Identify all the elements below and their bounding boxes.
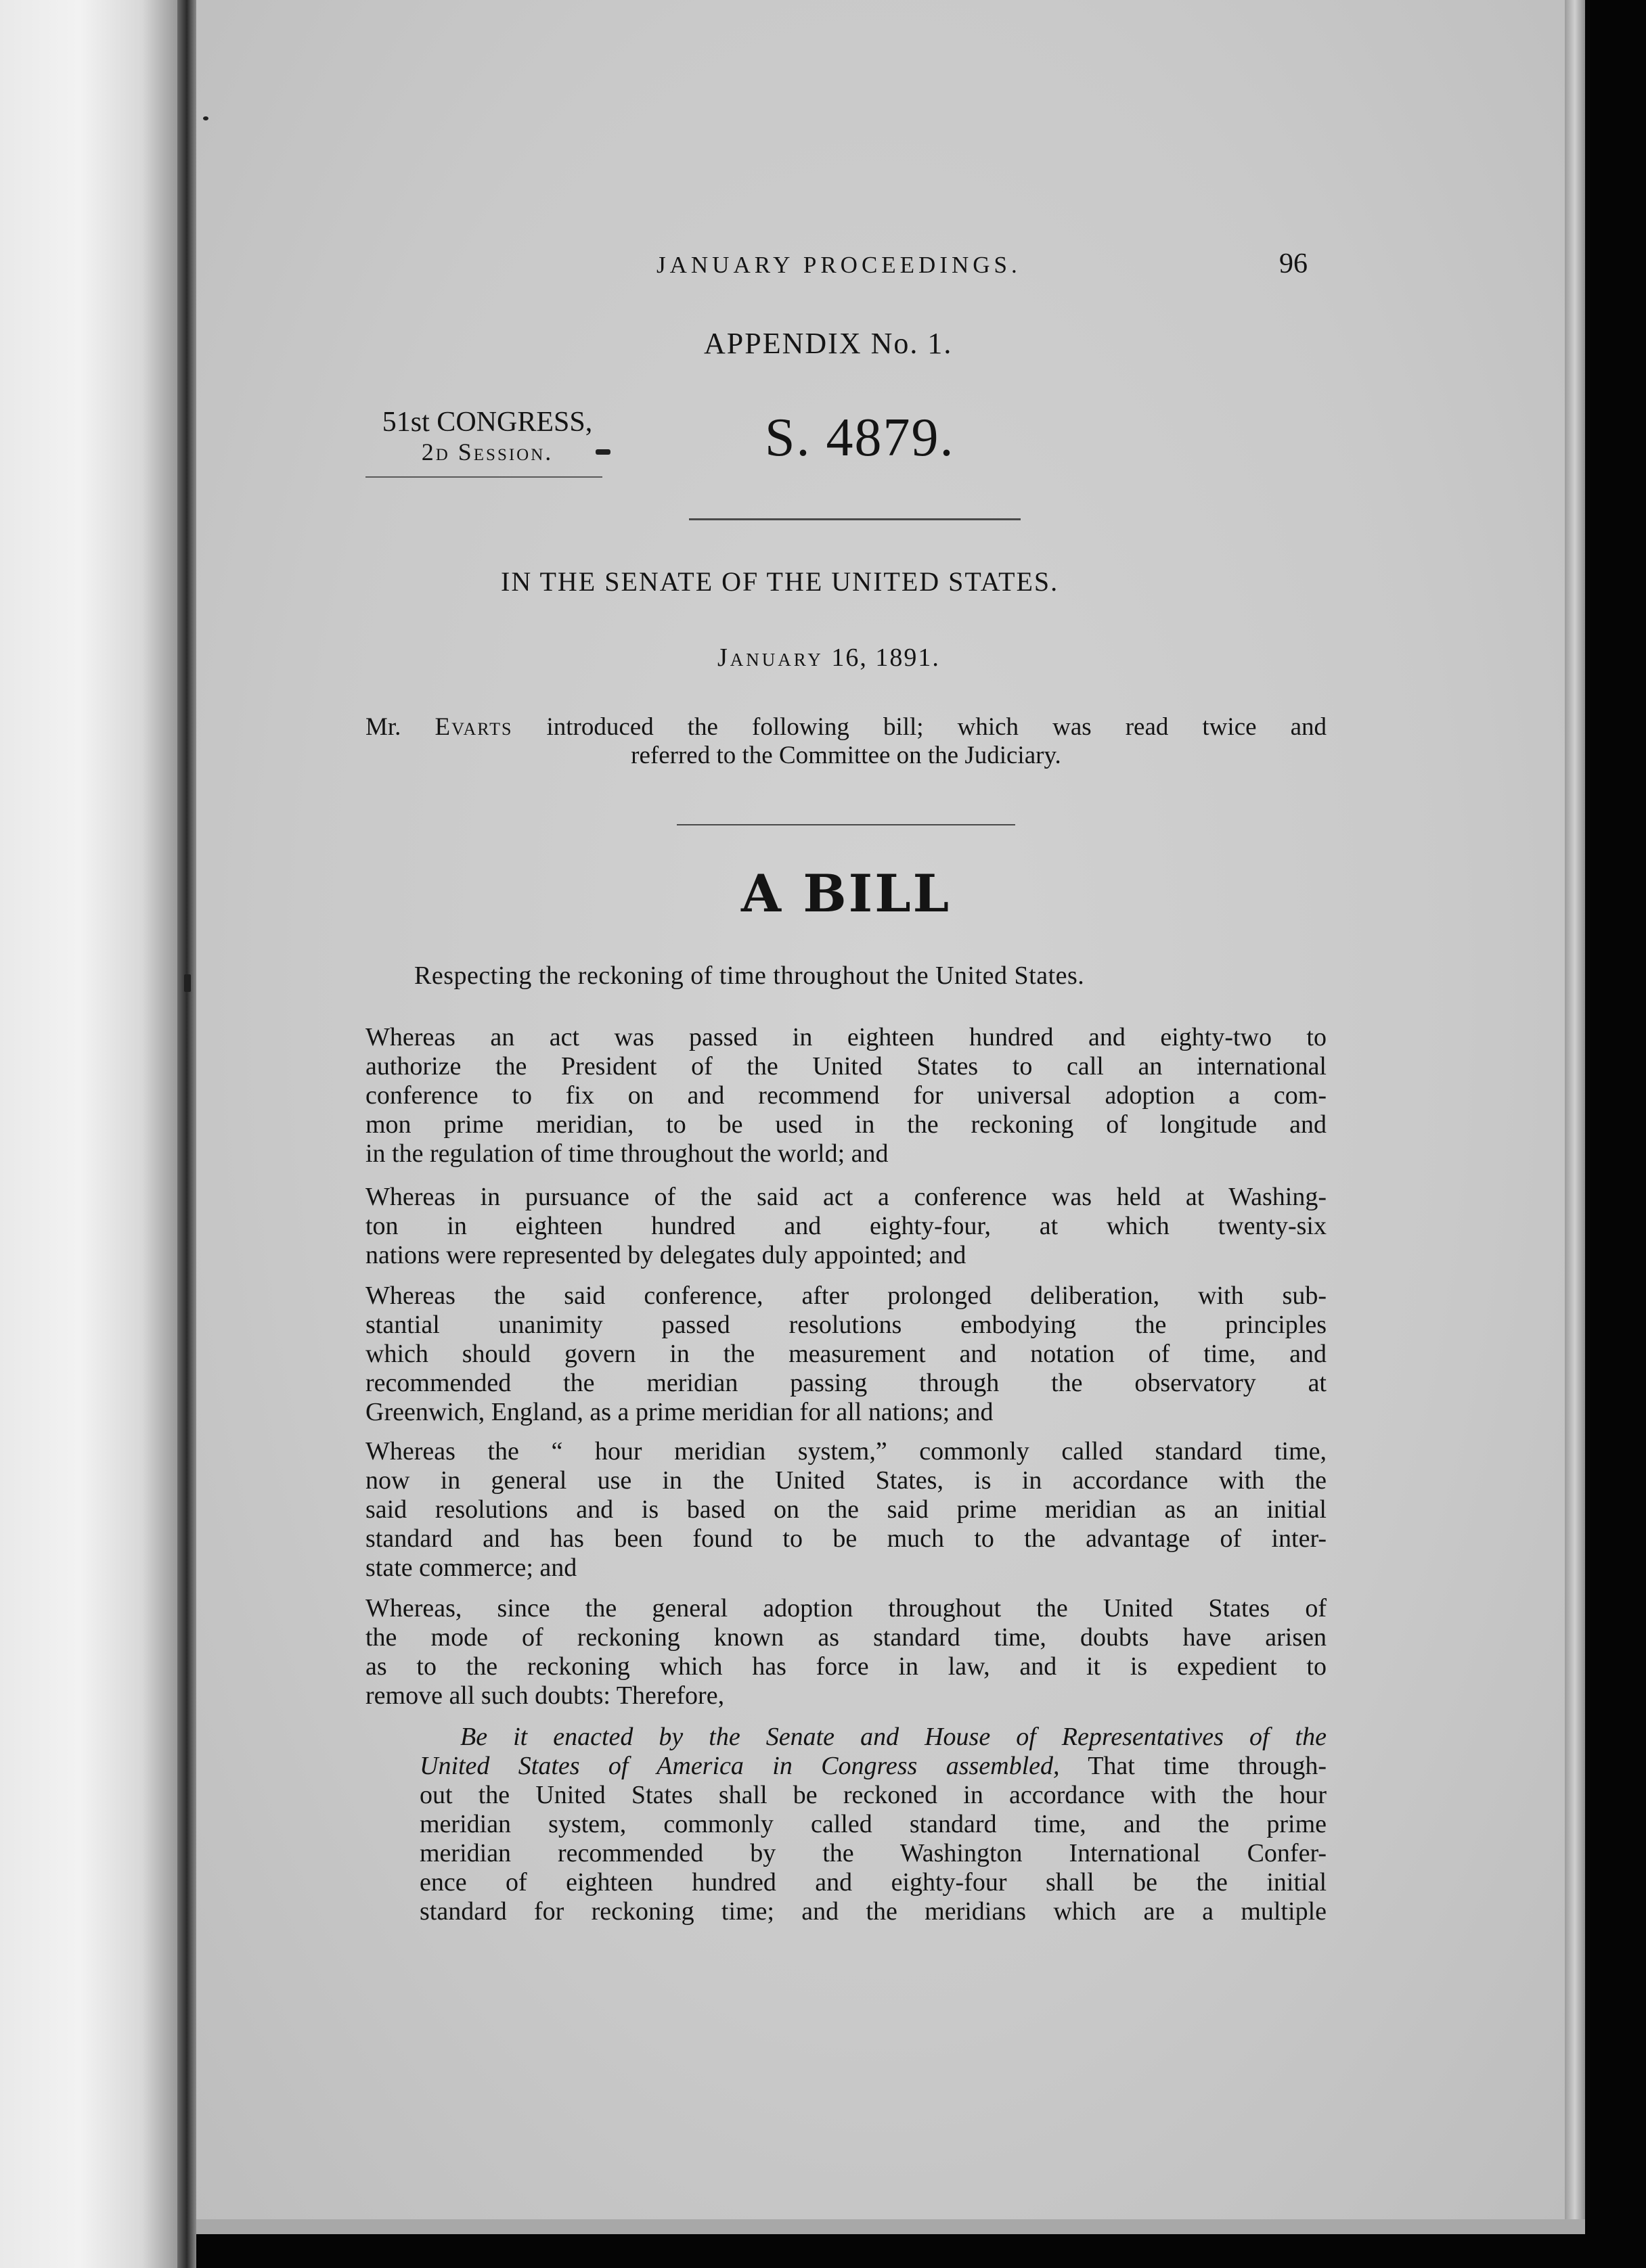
- whereas-clause: [365, 1023, 1327, 1169]
- whereas-clause: [365, 1282, 1327, 1427]
- enact-line: standard for reckoning time; and the meridians which are a multiple: [420, 1897, 1327, 1926]
- page-edge-bottom: [196, 2219, 1585, 2234]
- running-head: JANUARY PROCEEDINGS.: [657, 252, 1021, 278]
- bill-title: A BILL: [741, 863, 952, 924]
- date-day-year: 16, 1891.: [831, 643, 940, 672]
- divider-rule: [689, 518, 1021, 520]
- congress-session-block: [365, 407, 609, 467]
- clause-line: state commerce; and: [365, 1553, 577, 1582]
- clause-line: Greenwich, England, as a prime meridian for all nations; and: [365, 1398, 994, 1426]
- clause-line: Whereas the said conference, after prolonged deliberation, with sub-: [365, 1282, 1327, 1310]
- clause-line: the mode of reckoning known as standard time, doubts have arisen: [365, 1623, 1327, 1652]
- whereas-clause: [365, 1437, 1327, 1583]
- whereas-clause: [365, 1183, 1327, 1270]
- enacting-formula-2: United States of America in Congress assembled,: [420, 1752, 1060, 1780]
- session-line: 2d Session.: [421, 438, 554, 466]
- whereas-clause: [365, 1594, 1327, 1710]
- clause-line: nations were represented by delegates duly appointed; and: [365, 1241, 966, 1269]
- enact-line: ence of eighteen hundred and eighty-four shall be the initial: [420, 1868, 1327, 1897]
- enact-line: meridian system, commonly called standard time, and the prime: [420, 1810, 1327, 1838]
- enact-line: meridian recommended by the Washington International Confer-: [420, 1839, 1327, 1867]
- enacting-formula-1: Be it enacted by the Senate and House of Representatives of the: [460, 1723, 1327, 1751]
- bill-date: [717, 643, 940, 673]
- senator-name: Evarts: [435, 713, 513, 741]
- bill-subtitle: Respecting the reckoning of time throughout the United States.: [414, 961, 1085, 990]
- book-gutter: [177, 0, 196, 2268]
- clause-line: as to the reckoning which has force in law, and it is expedient to: [365, 1652, 1327, 1681]
- clause-line: remove all such doubts: Therefore,: [365, 1681, 725, 1710]
- date-month: January: [717, 643, 824, 672]
- clause-line: mon prime meridian, to be used in the reckoning of longitude and: [365, 1110, 1327, 1139]
- clause-line: Whereas, since the general adoption throughout the United States of: [365, 1594, 1327, 1623]
- page-number: 96: [1279, 248, 1308, 279]
- congress-line: 51st CONGRESS,: [382, 407, 593, 438]
- clause-line: authorize the President of the United States to call an international: [365, 1052, 1327, 1081]
- clause-line: in the regulation of time throughout the world; and: [365, 1139, 889, 1168]
- congress-underline: [365, 476, 602, 478]
- senate-heading: IN THE SENATE OF THE UNITED STATES.: [501, 566, 1059, 597]
- scan-speck: [184, 974, 191, 992]
- scan-speck: [596, 449, 610, 455]
- clause-line: Whereas in pursuance of the said act a conference was held at Washing-: [365, 1183, 1327, 1211]
- enacting-clause: [365, 1723, 1327, 1926]
- clause-line: Whereas an act was passed in eighteen hundred and eighty-two to: [365, 1023, 1327, 1051]
- clause-line: which should govern in the measurement and notation of time, and: [365, 1340, 1327, 1368]
- clause-line: stantial unanimity passed resolutions embodying the principles: [365, 1311, 1327, 1339]
- clause-line: standard and has been found to be much to the advantage of inter-: [365, 1524, 1327, 1553]
- intro-line-1: introduced the following bill; which was read twice and: [546, 713, 1327, 741]
- introduction-paragraph: [365, 713, 1327, 770]
- page-edge-right: [1565, 0, 1585, 2226]
- clause-line: conference to fix on and recommend for universal adoption a com-: [365, 1081, 1327, 1110]
- clause-line: said resolutions and is based on the said prime meridian as an initial: [365, 1495, 1327, 1524]
- appendix-heading: APPENDIX No. 1.: [704, 327, 953, 360]
- clause-line: ton in eighteen hundred and eighty-four, at which twenty-six: [365, 1212, 1327, 1240]
- clause-line: recommended the meridian passing through the observatory at: [365, 1369, 1327, 1397]
- enact-line: out the United States shall be reckoned in accordance with the hour: [420, 1781, 1327, 1809]
- clause-line: Whereas the “ hour meridian system,” commonly called standard time,: [365, 1437, 1327, 1466]
- scan-speck: [203, 116, 208, 120]
- facing-page: [0, 0, 177, 2268]
- intro-prefix: Mr.: [365, 713, 401, 741]
- bill-number: S. 4879.: [765, 408, 955, 468]
- clause-line: now in general use in the United States, is in accordance with the: [365, 1466, 1327, 1495]
- enact-line-2-rest: That time through-: [1088, 1752, 1327, 1780]
- divider-rule: [677, 824, 1015, 825]
- intro-line-2: referred to the Committee on the Judiciary.: [631, 742, 1061, 769]
